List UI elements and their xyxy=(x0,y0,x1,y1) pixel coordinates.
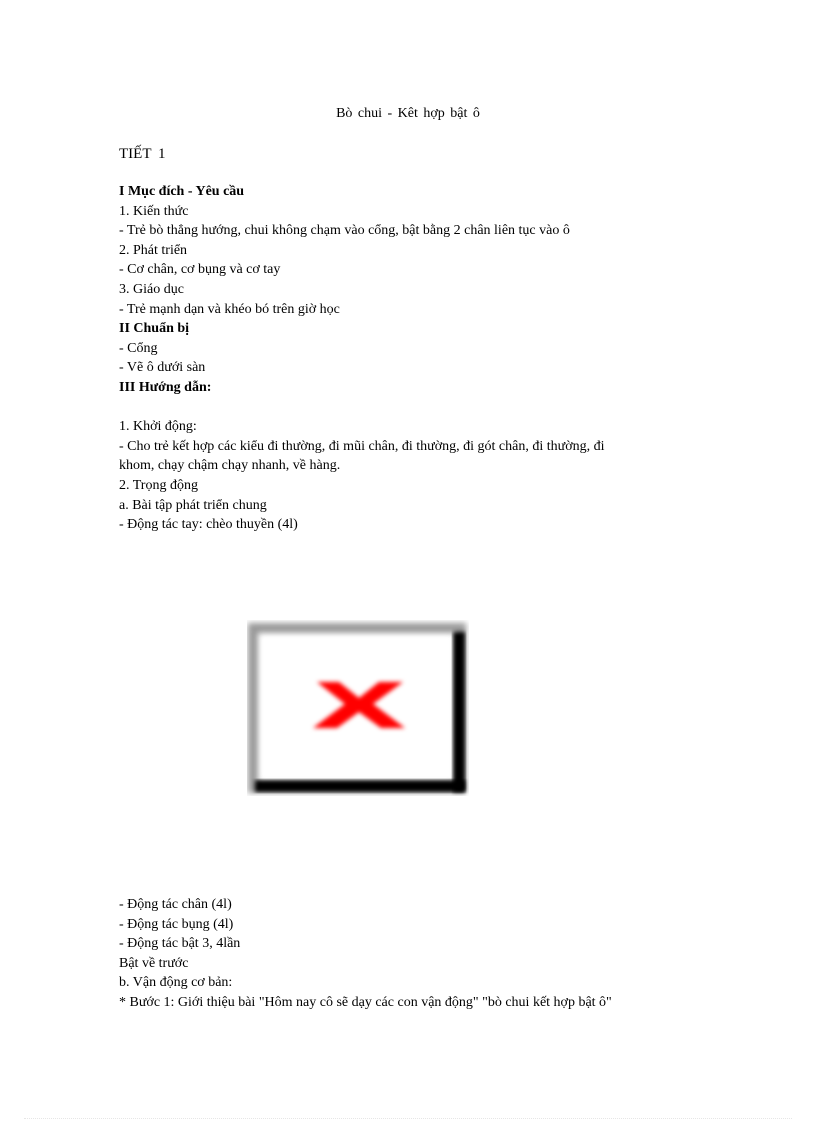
step-1: * Bước 1: Giới thiệu bài "Hôm nay cô sẽ dạy các con vận động" "bò chui kết hợp bật ô" xyxy=(119,994,612,1010)
education-heading: 3. Giáo dục xyxy=(119,281,184,297)
lesson-label: TIẾT 1 xyxy=(119,146,166,162)
blank-line xyxy=(119,398,699,418)
development-text: - Cơ chân, cơ bụng và cơ tay xyxy=(119,262,281,278)
prep-item-draw: - Vẽ ô dưới sàn xyxy=(119,360,206,376)
exercise-belly: - Động tác bụng (4l) xyxy=(119,916,234,932)
exercise-jump: - Động tác bật 3, 4lần xyxy=(119,936,241,952)
document-body xyxy=(119,182,699,535)
knowledge-heading: 1. Kiến thức xyxy=(119,203,189,219)
document-title: Bò chui - Kêt hợp bật ô xyxy=(336,106,480,121)
goals-heading: I Mục đích - Yêu cầu xyxy=(119,184,245,199)
warmup-text-2: khom, chạy chậm chạy nhanh, về hàng. xyxy=(119,458,341,474)
prep-heading: II Chuẩn bị xyxy=(119,321,190,337)
main-heading: 2. Trọng động xyxy=(119,477,198,493)
exercise-heading: a. Bài tập phát triển chung xyxy=(119,497,267,513)
warmup-text-1: - Cho trẻ kết hợp các kiểu đi thường, đi mũi chân, đi thường, đi gót chân, đi thường, đi xyxy=(119,438,605,454)
exercise-arm: - Động tác tay: chèo thuyền (4l) xyxy=(119,517,298,533)
jump-note: Bật về trước xyxy=(119,955,189,971)
guide-heading: III Hướng dẫn: xyxy=(119,379,212,395)
development-heading: 2. Phát triển xyxy=(119,242,188,258)
knowledge-text: - Trẻ bò thẳng hướng, chui không chạm vào cổng, bật bằng 2 chân liên tục vào ô xyxy=(119,223,570,239)
document-body-continued xyxy=(119,895,719,1013)
page-bottom-rule xyxy=(24,1118,792,1119)
prep-item-gate: - Cổng xyxy=(119,340,158,356)
education-text: - Trẻ mạnh dạn và khéo bó trên giờ học xyxy=(119,301,340,317)
basic-movement-heading: b. Vận động cơ bản: xyxy=(119,975,233,991)
broken-image-icon xyxy=(247,620,469,796)
exercise-leg: - Động tác chân (4l) xyxy=(119,897,232,912)
warmup-heading: 1. Khởi động: xyxy=(119,419,197,435)
